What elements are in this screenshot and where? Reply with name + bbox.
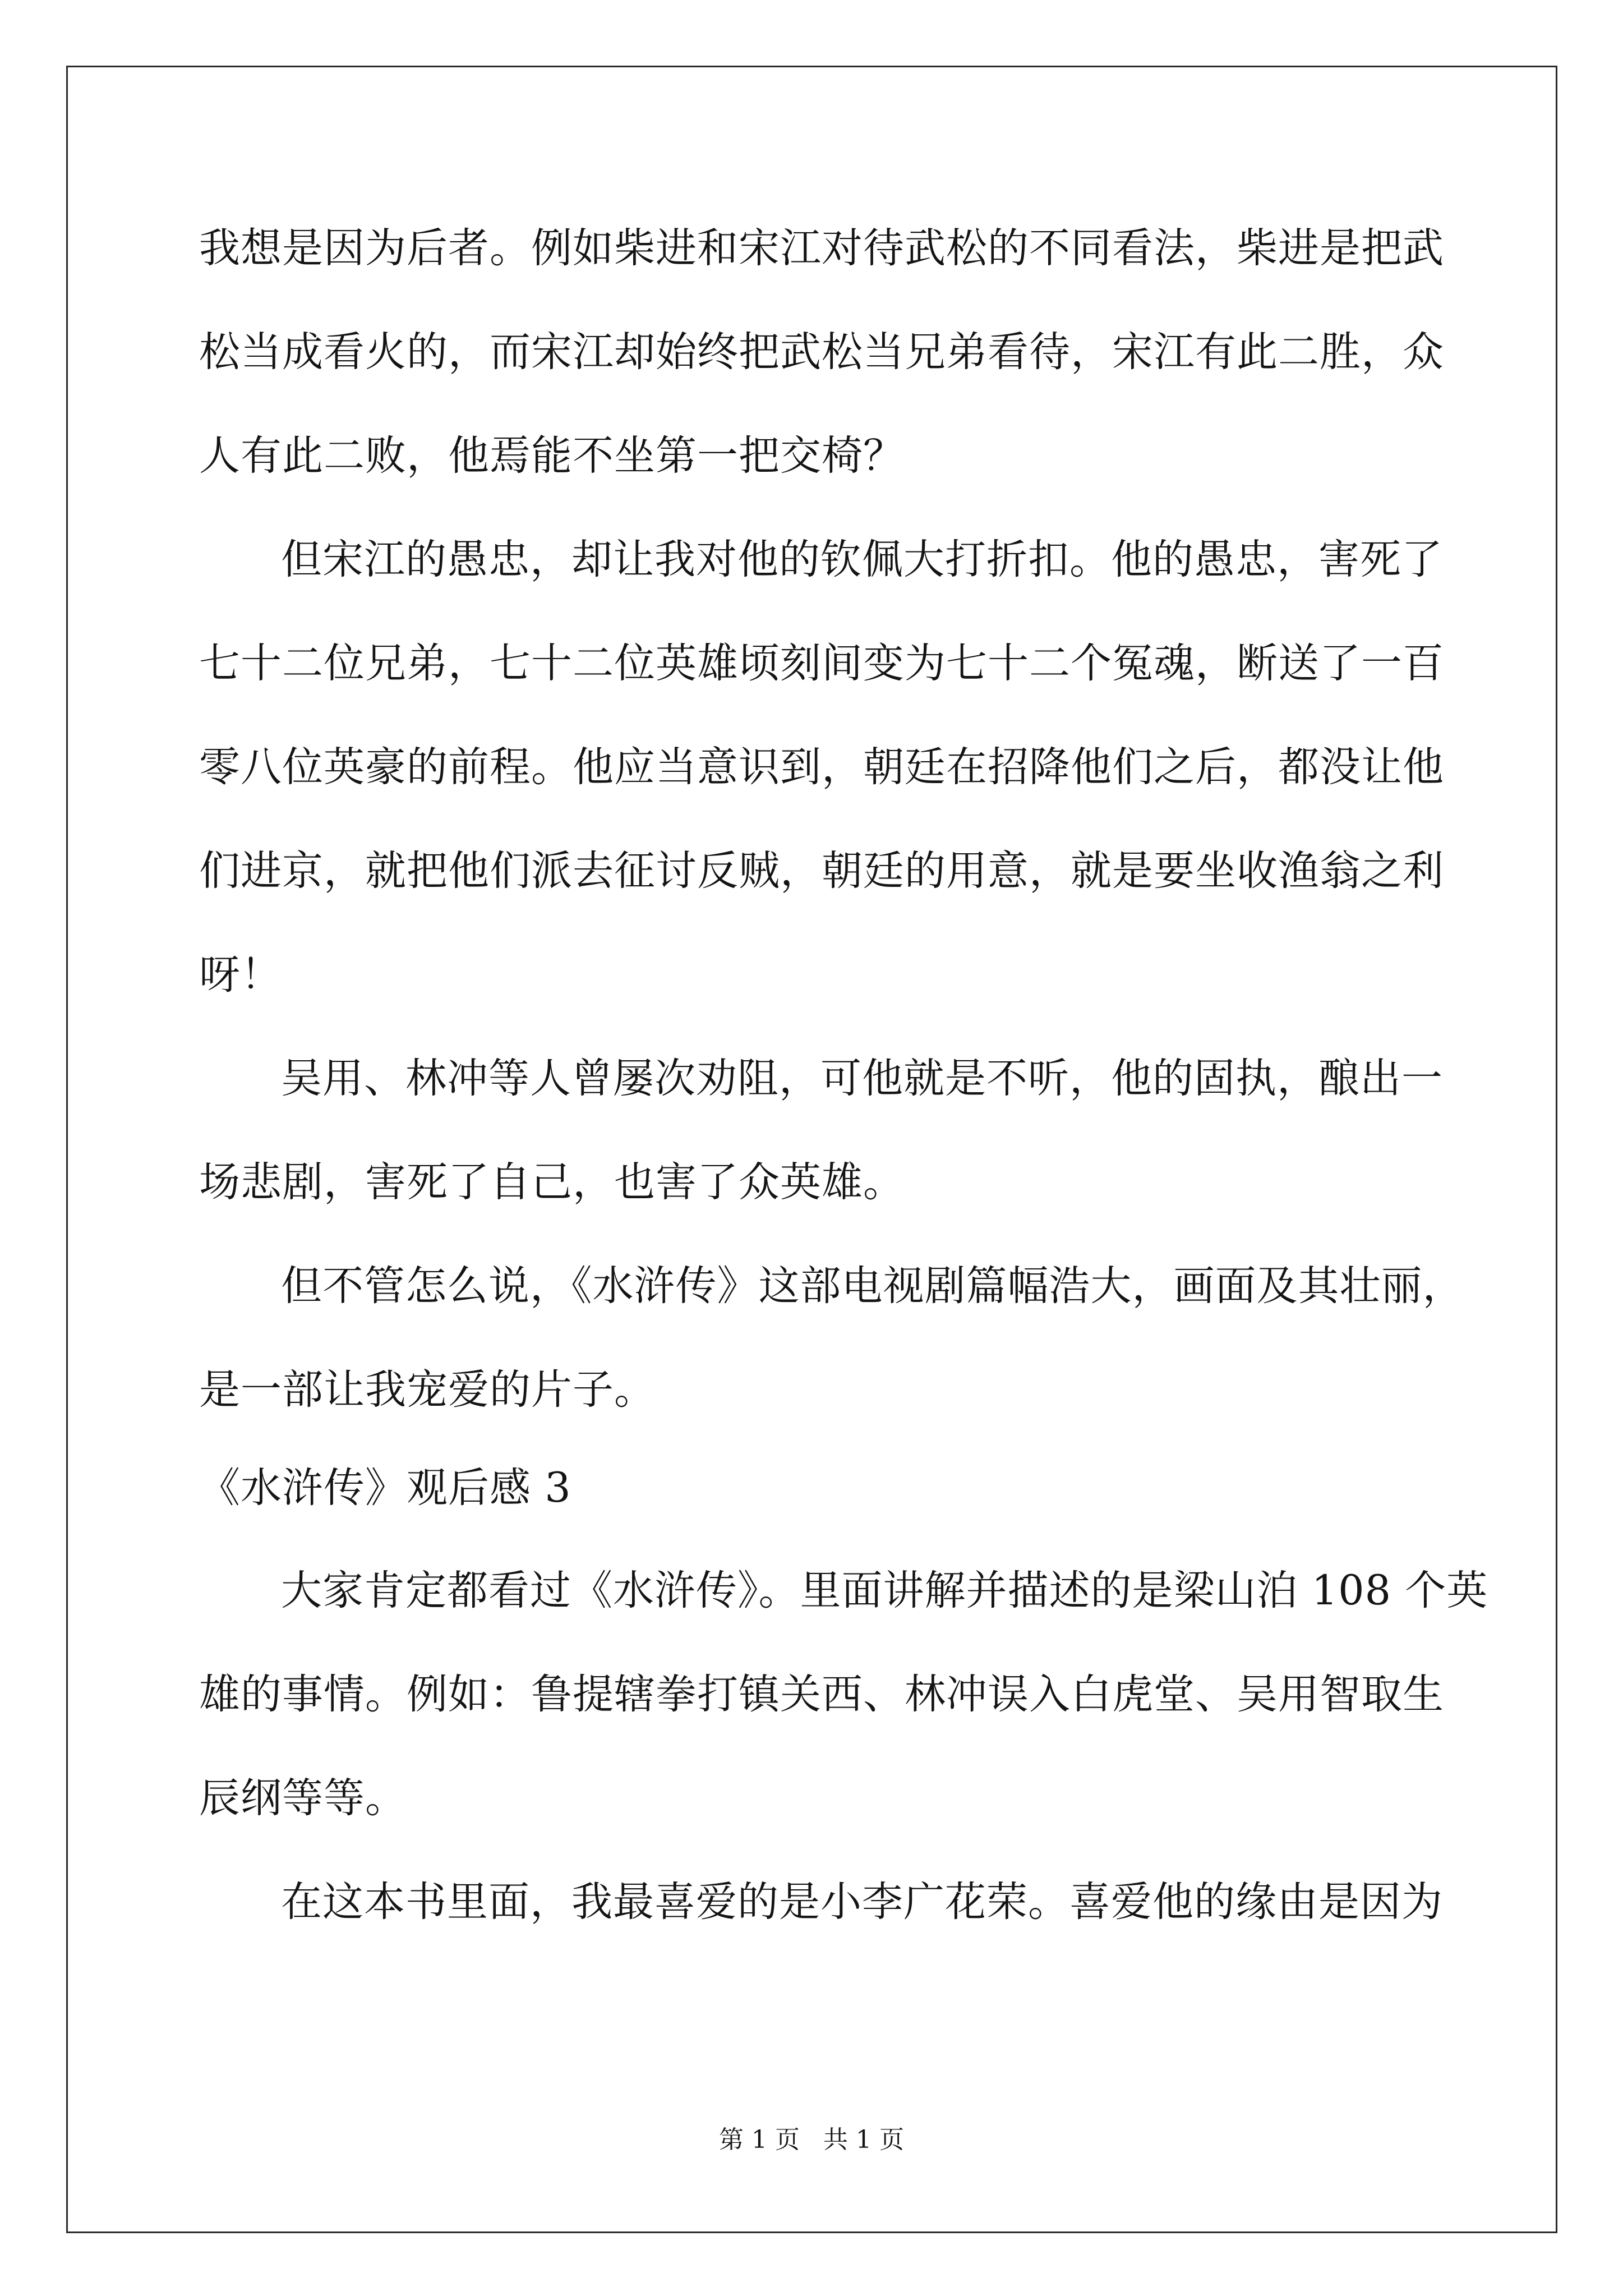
text-line: 松当成看火的，而宋江却始终把武松当兄弟看待，宋江有此二胜，众 bbox=[199, 328, 1444, 376]
paragraph-start-line: 但宋江的愚忠，却让我对他的钦佩大打折扣。他的愚忠，害死了 bbox=[281, 536, 1443, 583]
text-line: 我想是因为后者。例如柴进和宋江对待武松的不同看法，柴进是把武 bbox=[199, 224, 1444, 272]
text-line: 是一部让我宠爱的片子。 bbox=[199, 1366, 656, 1414]
paragraph-start-line: 但不管怎么说，《水浒传》这部电视剧篇幅浩大，画面及其壮丽， bbox=[281, 1262, 1464, 1310]
text-line: 雄的事情。例如：鲁提辖拳打镇关西、林冲误入白虎堂、吴用智取生 bbox=[199, 1671, 1444, 1718]
text-line: 七十二位兄弟，七十二位英雄顷刻间变为七十二个冤魂，断送了一百 bbox=[199, 639, 1444, 687]
paragraph-start-line: 在这本书里面，我最喜爱的是小李广花荣。喜爱他的缘由是因为 bbox=[281, 1878, 1443, 1926]
text-line: 人有此二败，他焉能不坐第一把交椅？ bbox=[199, 432, 905, 480]
text-line: 场悲剧，害死了自己，也害了众英雄。 bbox=[199, 1158, 905, 1206]
paragraph-start-line: 大家肯定都看过《水浒传》。里面讲解并描述的是梁山泊 108 个英 bbox=[281, 1567, 1488, 1614]
section-heading: 《水浒传》观后感 3 bbox=[199, 1464, 571, 1512]
text-line: 们进京，就把他们派去征讨反贼，朝廷的用意，就是要坐收渔翁之利 bbox=[199, 847, 1444, 895]
text-line: 呀！ bbox=[199, 951, 282, 999]
text-line: 零八位英豪的前程。他应当意识到，朝廷在招降他们之后，都没让他 bbox=[199, 743, 1444, 791]
page-footer: 第 1 页 共 1 页 bbox=[719, 2125, 904, 2154]
paragraph-start-line: 吴用、林冲等人曾屡次劝阻，可他就是不听，他的固执，酿出一 bbox=[281, 1055, 1443, 1102]
text-line: 辰纲等等。 bbox=[199, 1774, 407, 1822]
